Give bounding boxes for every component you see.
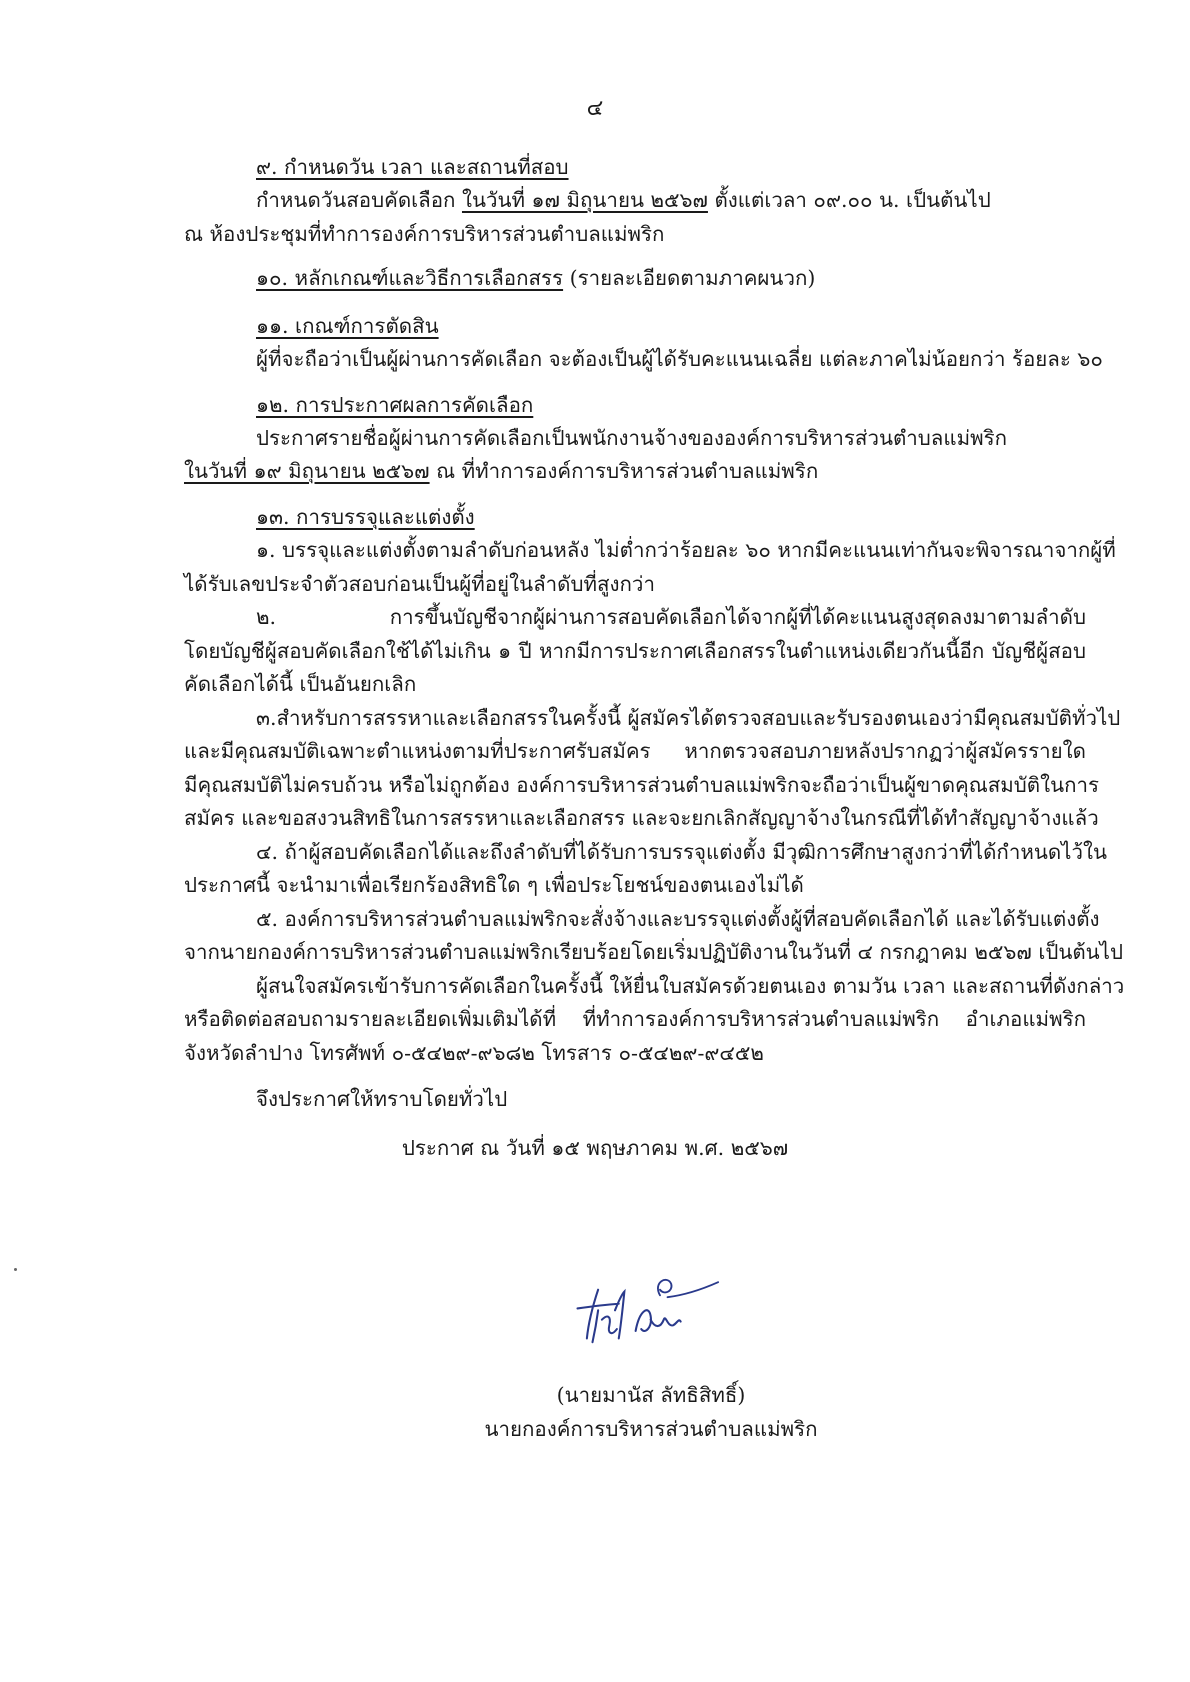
section-12-heading: ๑๒. การประกาศผลการคัดเลือก — [256, 393, 534, 417]
announce-result-place: ณ ที่ทำการองค์การบริหารส่วนตำบลแม่พริก — [429, 459, 819, 483]
section-11-line-1: ผู้ที่จะถือว่าเป็นผู้ผ่านการคัดเลือก จะต้องเป็นผู้ได้รับคะแนนเฉลี่ย แต่ละภาคไม่น้อยกว่า ร้อยละ ๖๐ — [256, 347, 1103, 371]
section-13-line: ๔. ถ้าผู้สอบคัดเลือกได้และถึงลำดับที่ได้รับการบรรจุแต่งตั้ง มีวุฒิการศึกษาสูงกว่าที่ได้กำหนดไว้ใน — [256, 840, 1108, 864]
section-12-line-2 — [184, 457, 1086, 485]
announce-date: ประกาศ ณ วันที่ ๑๕ พฤษภาคม พ.ศ. ๒๕๖๗ — [401, 1136, 789, 1160]
signer-title: นายกองค์การบริหารส่วนตำบลแม่พริก — [484, 1417, 818, 1441]
closing-line: จังหวัดลำปาง โทรศัพท์ ๐-๕๔๒๙-๙๖๘๒ โทรสาร ๐-๕๔๒๙-๙๔๕๒ — [184, 1041, 764, 1065]
section-10-note: (รายละเอียดตามภาคผนวก) — [563, 266, 816, 290]
section-9-heading: ๙. กำหนดวัน เวลา และสถานที่สอบ — [256, 155, 569, 179]
section-13-line: โดยบัญชีผู้สอบคัดเลือกใช้ได้ไม่เกิน ๑ ปี หากมีการประกาศเลือกสรรในตำแหน่งเดียวกันนี้อีก บัญชีผู้สอบ — [184, 639, 1086, 663]
section-13-line: มีคุณสมบัติไม่ครบถ้วน หรือไม่ถูกต้อง องค์การบริหารส่วนตำบลแม่พริกจะถือว่าเป็นผู้ขาดคุณสมบัติในการ — [184, 773, 1100, 797]
scan-speck — [14, 1268, 17, 1271]
section-13-heading: ๑๓. การบรรจุและแต่งตั้ง — [256, 505, 475, 529]
section-9-line-2: ณ ห้องประชุมที่ทำการองค์การบริหารส่วนตำบลแม่พริก — [184, 222, 665, 246]
closing-line: ผู้สนใจสมัครเข้ารับการคัดเลือกในครั้งนี้ ให้ยื่นใบสมัครด้วยตนเอง ตามวัน เวลา และสถานที่ดังกล่าว — [256, 974, 1125, 998]
section-13-line: ได้รับเลขประจำตัวสอบก่อนเป็นผู้ที่อยู่ในลำดับที่สูงกว่า — [184, 572, 655, 596]
exam-time: ตั้งแต่เวลา ๐๙.๐๐ น. เป็นต้นไป — [707, 188, 991, 212]
section-13-line: ๑. บรรจุและแต่งตั้งตามลำดับก่อนหลัง ไม่ต่ำกว่าร้อยละ ๖๐ หากมีคะแนนเท่ากันจะพิจารณาจากผู้ที่ — [256, 538, 1116, 562]
section-10-heading: ๑๐. หลักเกณฑ์และวิธีการเลือกสรร — [256, 266, 564, 290]
signer-title-row — [0, 1415, 1190, 1443]
page-number: ๔ — [586, 96, 604, 121]
section-13-line: คัดเลือกได้นี้ เป็นอันยกเลิก — [184, 672, 417, 696]
section-13-line: สมัคร และขอสงวนสิทธิในการสรรหาและเลือกสรร และจะยกเลิกสัญญาจ้างในกรณีที่ได้ทำสัญญาจ้างแล้ว — [184, 806, 1099, 830]
closing-line: หรือติดต่อสอบถามรายละเอียดเพิ่มเติมได้ที่ ที่ทำการองค์การบริหารส่วนตำบลแม่พริก อำเภอแม่พริก — [184, 1007, 1086, 1031]
signer-name-row — [0, 1381, 1190, 1409]
section-13-line: ๓.สำหรับการสรรหาและเลือกสรรในครั้งนี้ ผู้สมัครได้ตรวจสอบและรับรองตนเองว่ามีคุณสมบัติทั่วไป — [256, 706, 1121, 730]
exam-date: ในวันที่ ๑๗ มิถุนายน ๒๕๖๗ — [461, 188, 708, 212]
section-13-line: และมีคุณสมบัติเฉพาะตำแหน่งตามที่ประกาศรับสมัคร หากตรวจสอบภายหลังปรากฏว่าผู้สมัครรายใด — [184, 739, 1086, 763]
section-9-line-1 — [256, 186, 1086, 214]
section-13-line: จากนายกองค์การบริหารส่วนตำบลแม่พริกเรียบร้อยโดยเริ่มปฏิบัติงานในวันที่ ๔ กรกฎาคม ๒๕๖๗ เป็นต้นไป — [184, 940, 1124, 964]
announce-result-date: ในวันที่ ๑๙ มิถุนายน ๒๕๖๗ — [184, 459, 430, 483]
section-10 — [256, 264, 1086, 292]
section-12-line-1: ประกาศรายชื่อผู้ผ่านการคัดเลือกเป็นพนักงานจ้างขององค์การบริหารส่วนตำบลแม่พริก — [256, 426, 1008, 450]
section-13-line: ๕. องค์การบริหารส่วนตำบลแม่พริกจะสั่งจ้างและบรรจุแต่งตั้งผู้ที่สอบคัดเลือกได้ และได้รับแต่งตั้ง — [256, 907, 1100, 931]
announce-text: จึงประกาศให้ทราบโดยทั่วไป — [256, 1087, 508, 1111]
signature-image — [570, 1270, 720, 1360]
section-13-line: ๒. การขึ้นบัญชีจากผู้ผ่านการสอบคัดเลือกได้จากผู้ที่ได้คะแนนสูงสุดลงมาตามลำดับ — [256, 605, 1086, 629]
section-13-line: ประกาศนี้ จะนำมาเพื่อเรียกร้องสิทธิใด ๆ เพื่อประโยชน์ของตนเองไม่ได้ — [184, 873, 804, 897]
signer-name: (นายมานัส ลัทธิสิทธิ์) — [556, 1383, 746, 1407]
exam-date-prefix: กำหนดวันสอบคัดเลือก — [256, 188, 462, 212]
section-11-heading: ๑๑. เกณฑ์การตัดสิน — [256, 314, 439, 338]
